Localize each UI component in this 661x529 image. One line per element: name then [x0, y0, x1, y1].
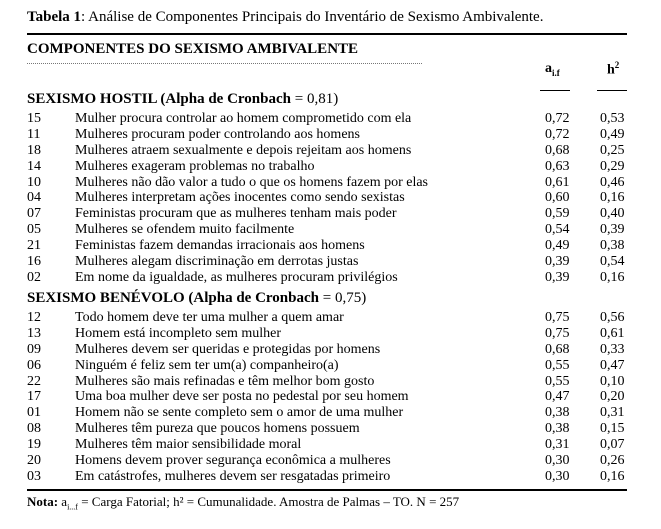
factor-loading: 0,55 — [545, 373, 570, 389]
item-code: 22 — [27, 373, 41, 389]
section-title-hostil — [27, 91, 338, 108]
rows-hostil — [27, 111, 627, 286]
item-code: 11 — [27, 126, 41, 142]
communality-value: 0,07 — [600, 437, 625, 453]
communality-value: 0,46 — [600, 174, 625, 190]
item-code: 01 — [27, 405, 41, 421]
section-name: SEXISMO BENÉVOLO — [27, 290, 185, 306]
section-alpha-label: (Alpha de Cronbach — [156, 91, 291, 107]
table-caption — [27, 9, 543, 26]
item-text: Uma boa mulher deve ser posta no pedestal por seu homem — [75, 389, 409, 405]
communality-value: 0,38 — [600, 238, 625, 254]
loading-header-rule — [540, 90, 570, 91]
factor-loading: 0,72 — [545, 126, 570, 142]
item-code: 07 — [27, 206, 41, 222]
communality-value: 0,29 — [600, 158, 625, 174]
communality-header-main: h — [607, 62, 615, 78]
factor-loading: 0,68 — [545, 142, 570, 158]
factor-loading: 0,75 — [545, 310, 570, 325]
factor-loading: 0,47 — [545, 389, 570, 405]
table-row — [27, 238, 627, 254]
item-text: Homem está incompleto sem mulher — [75, 325, 282, 341]
table-row — [27, 175, 627, 191]
item-code: 04 — [27, 190, 41, 206]
communality-header-rule — [597, 90, 627, 91]
factor-loading: 0,68 — [545, 341, 570, 357]
item-code: 14 — [27, 158, 41, 174]
factor-loading: 0,61 — [545, 174, 570, 190]
note-text: = Carga Fatorial; h² = Cumunalidade. Amostra de Palmas – TO. N = 257 — [77, 494, 460, 509]
section-title-benevolo — [27, 290, 366, 307]
bottom-rule — [27, 489, 627, 491]
table-row — [27, 389, 627, 405]
factor-loading: 0,30 — [545, 453, 570, 469]
note-label: Nota: — [27, 494, 59, 509]
communality-header-sup: 2 — [614, 60, 620, 70]
factor-loading: 0,75 — [545, 325, 570, 341]
caption-text: : Análise de Componentes Principais do Inventário de Sexismo Ambivalente. — [81, 9, 544, 25]
table-note — [27, 494, 459, 512]
item-text: Em nome da igualdade, as mulheres procuram privilégios — [75, 269, 398, 285]
column-header-communality — [607, 60, 619, 79]
table-row — [27, 254, 627, 270]
table-row — [27, 127, 627, 143]
table-row — [27, 270, 627, 286]
communality-value: 0,31 — [600, 405, 625, 421]
item-text: Mulheres procuram poder controlando aos homens — [75, 126, 360, 142]
table-row — [27, 190, 627, 206]
communality-value: 0,26 — [600, 453, 625, 469]
communality-value: 0,54 — [600, 254, 625, 270]
table-row — [27, 453, 627, 469]
table-row — [27, 206, 627, 222]
communality-value: 0,33 — [600, 341, 625, 357]
rows-benevolo — [27, 310, 627, 485]
table-row — [27, 421, 627, 437]
item-code: 10 — [27, 174, 41, 190]
table-heading: COMPONENTES DO SEXISMO AMBIVALENTE — [27, 41, 359, 57]
section-name: SEXISMO HOSTIL — [27, 91, 157, 107]
item-text: Mulheres atraem sexualmente e depois rejeitam aos homens — [75, 142, 412, 158]
section-alpha-value: = 0,75) — [319, 290, 367, 306]
note-a-sub: i...f — [67, 502, 78, 512]
table-row — [27, 358, 627, 374]
communality-value: 0,53 — [600, 111, 625, 126]
factor-loading: 0,55 — [545, 357, 570, 373]
item-text: Homem não se sente completo sem o amor de uma mulher — [75, 405, 404, 421]
top-rule — [27, 33, 627, 35]
item-code: 08 — [27, 421, 41, 437]
item-code: 19 — [27, 437, 41, 453]
factor-loading: 0,72 — [545, 111, 570, 126]
table-row — [27, 405, 627, 421]
item-text: Mulher procura controlar ao homem comprometido com ela — [75, 111, 412, 126]
item-code: 09 — [27, 341, 41, 357]
communality-value: 0,20 — [600, 389, 625, 405]
item-text: Mulheres não dão valor a tudo o que os homens fazem por elas — [75, 174, 429, 190]
item-text: Mulheres têm pureza que poucos homens possuem — [75, 421, 360, 437]
item-code: 05 — [27, 222, 41, 238]
communality-value: 0,61 — [600, 325, 625, 341]
section-alpha-label: (Alpha de Cronbach — [184, 290, 319, 306]
communality-value: 0,16 — [600, 190, 625, 206]
item-text: Feministas procuram que as mulheres tenham mais poder — [75, 206, 397, 222]
factor-loading: 0,31 — [545, 437, 570, 453]
factor-loading: 0,59 — [545, 206, 570, 222]
item-code: 21 — [27, 238, 41, 254]
table-row — [27, 159, 627, 175]
factor-loading: 0,54 — [545, 222, 570, 238]
communality-value: 0,56 — [600, 310, 625, 325]
item-text: Em catástrofes, mulheres devem ser resgatadas primeiro — [75, 468, 391, 484]
table-row — [27, 469, 627, 485]
table-row — [27, 143, 627, 159]
factor-loading: 0,38 — [545, 405, 570, 421]
item-code: 16 — [27, 254, 41, 270]
communality-value: 0,25 — [600, 142, 625, 158]
item-code: 20 — [27, 453, 41, 469]
factor-loading: 0,39 — [545, 254, 570, 270]
item-text: Mulheres exageram problemas no trabalho — [75, 158, 315, 174]
item-text: Ninguém é feliz sem ter um(a) companheiro(a) — [75, 357, 339, 373]
item-code: 03 — [27, 468, 41, 484]
item-text: Mulheres alegam discriminação em derrotas justas — [75, 254, 359, 270]
item-code: 15 — [27, 111, 41, 126]
column-header-loading — [545, 61, 560, 78]
loading-header-main: a — [545, 61, 552, 76]
item-code: 06 — [27, 357, 41, 373]
table-row — [27, 111, 627, 127]
heading-dotted-rule — [27, 63, 422, 64]
item-text: Mulheres são mais refinadas e têm melhor bom gosto — [75, 373, 375, 389]
factor-loading: 0,60 — [545, 190, 570, 206]
note-a: a — [58, 494, 68, 509]
item-text: Mulheres devem ser queridas e protegidas por homens — [75, 341, 381, 357]
item-code: 13 — [27, 325, 41, 341]
item-code: 12 — [27, 310, 41, 325]
communality-value: 0,47 — [600, 357, 625, 373]
table-row — [27, 374, 627, 390]
caption-label: Tabela 1 — [27, 9, 82, 25]
item-code: 18 — [27, 142, 41, 158]
communality-value: 0,16 — [600, 468, 625, 484]
loading-header-sub: i.f — [552, 67, 560, 78]
communality-value: 0,49 — [600, 126, 625, 142]
table-row — [27, 326, 627, 342]
item-text: Mulheres interpretam ações inocentes como sendo sexistas — [75, 190, 405, 206]
communality-value: 0,10 — [600, 373, 625, 389]
factor-loading: 0,39 — [545, 269, 570, 285]
item-text: Mulheres se ofendem muito facilmente — [75, 222, 295, 238]
communality-value: 0,39 — [600, 222, 625, 238]
item-text: Mulheres têm maior sensibilidade moral — [75, 437, 302, 453]
communality-value: 0,40 — [600, 206, 625, 222]
section-alpha-value: = 0,81) — [290, 91, 339, 107]
communality-value: 0,15 — [600, 421, 625, 437]
factor-loading: 0,49 — [545, 238, 570, 254]
table-row — [27, 310, 627, 326]
item-text: Homens devem prover segurança econômica a mulheres — [75, 453, 391, 469]
factor-loading: 0,63 — [545, 158, 570, 174]
item-code: 17 — [27, 389, 41, 405]
item-text: Todo homem deve ter uma mulher a quem amar — [75, 310, 344, 325]
communality-value: 0,16 — [600, 269, 625, 285]
table-row — [27, 342, 627, 358]
factor-loading: 0,38 — [545, 421, 570, 437]
item-code: 02 — [27, 269, 41, 285]
table-row — [27, 222, 627, 238]
table-row — [27, 437, 627, 453]
item-text: Feministas fazem demandas irracionais aos homens — [75, 238, 365, 254]
factor-loading: 0,30 — [545, 468, 570, 484]
